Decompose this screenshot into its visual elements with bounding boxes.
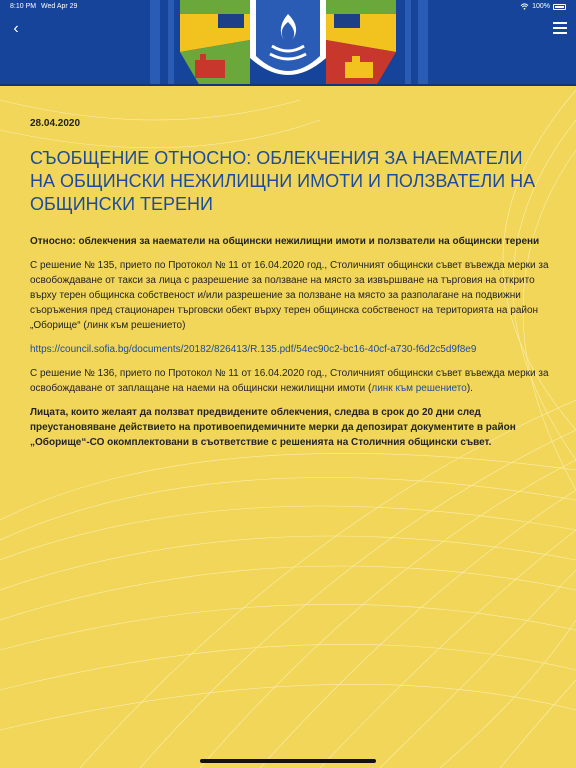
article-subject: Относно: облекчения за наематели на общински нежилищни имоти и ползватели на общински терени bbox=[30, 236, 540, 247]
menu-button[interactable] bbox=[553, 22, 567, 36]
status-bar bbox=[0, 0, 576, 14]
wifi-icon bbox=[520, 3, 529, 10]
article-paragraph-decision-135: С решение № 135, прието по Протокол № 11 от 16.04.2020 год., Столичният общински съвет въвежда мерки за освобождаване от такси за лица с разрешение за ползване на място за извършване на търговия на открито върху терен общинска собственост и/или разрешение за ползване на място за разполагане на подвижни съоръжения пред стационарен търговски обект върху терен общинска собственост на територията на район „Оборище“ (линк към решението) bbox=[30, 260, 549, 331]
status-indicators bbox=[520, 3, 566, 10]
article-notice: Лицата, които желаят да ползват предвидените облекчения, следва в срок до 20 дни след преустановяване действието на противоепидемичните мерки да депозират документите в район „Оборище“-СО окомплектовани в съответствие с решенията на Столичния общински съвет. bbox=[30, 407, 516, 448]
status-time: 8:10 PM bbox=[10, 3, 37, 10]
decision-135-link[interactable]: https://council.sofia.bg/documents/20182/826413/R.135.pdf/54ec90c2-bc16-40cf-a730-f6d2c5d9f8e9 bbox=[30, 344, 477, 355]
article-title: СЪОБЩЕНИЕ ОТНОСНО: ОБЛЕКЧЕНИЯ ЗА НАЕМАТЕЛИ НА ОБЩИНСКИ НЕЖИЛИЩНИ ИМОТИ И ПОЛЗВАТЕЛИ НА ОБЩИНСКИ ТЕРЕНИ bbox=[30, 148, 536, 214]
decision-136-link[interactable]: линк към решението bbox=[371, 383, 467, 394]
hamburger-menu-icon-line bbox=[553, 32, 567, 34]
hamburger-menu-icon bbox=[553, 22, 567, 24]
decision-136-text: С решение № 136, прието по Протокол № 11 от 16.04.2020 год., Столичният общински съвет въвежда мерки за освобождаване от заплащане на наеми на общински нежилищни имоти ( bbox=[30, 368, 549, 394]
status-date: Wed Apr 29 bbox=[41, 3, 78, 10]
battery-percentage: 100% bbox=[532, 3, 550, 10]
decision-136-end: ). bbox=[466, 383, 473, 394]
back-button[interactable] bbox=[8, 20, 24, 38]
article-content bbox=[30, 118, 550, 459]
hamburger-menu-icon-line bbox=[553, 27, 567, 29]
battery-icon bbox=[553, 4, 566, 10]
article-date: 28.04.2020 bbox=[30, 118, 81, 129]
home-indicator[interactable] bbox=[200, 759, 376, 763]
chevron-left-icon: ‹ bbox=[13, 20, 19, 37]
article-paragraph-decision-136 bbox=[30, 366, 550, 396]
